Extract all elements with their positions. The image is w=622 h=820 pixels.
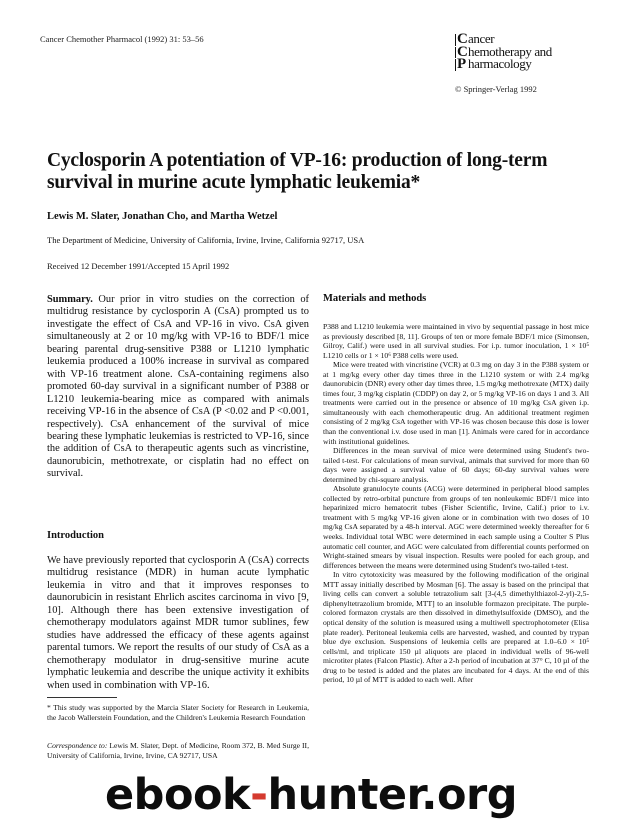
copyright-notice: © Springer-Verlag 1992 — [455, 84, 537, 94]
footnote-rule — [47, 697, 117, 698]
correspondence-label: Correspondence to: — [47, 741, 108, 750]
journal-logo — [455, 33, 595, 71]
author-list: Lewis M. Slater, Jonathan Cho, and Martha Wetzel — [47, 211, 278, 222]
received-dates: Received 12 December 1991/Accepted 15 April 1992 — [47, 261, 230, 271]
correspondence-text: Lewis M. Slater, Dept. of Medicine, Room 372, B. Med Surge II, University of California, Irvine, Irvine, CA 92717, USA — [47, 741, 309, 760]
summary-paragraph — [47, 294, 309, 481]
affiliation: The Department of Medicine, University of California, Irvine, Irvine, California 92717, USA — [47, 235, 365, 245]
methods-paragraph: Differences in the mean survival of mice were determined using Student's two-tailed t-test. For calculations of mean survival, animals that survived for more than 60 days were assigned a survival value of 60 days; 60-day survival values were determined by chi-square analysis. — [323, 446, 589, 484]
methods-heading: Materials and methods — [323, 293, 427, 304]
methods-body — [323, 322, 589, 685]
logo-line-chemotherapy: Chemotherapy and — [457, 43, 552, 60]
summary-text: Our prior in vitro studies on the correction of multidrug resistance by cyclosporin A (CsA) prompted us to investigate the effect of CsA and VP-16 in vivo. CsA given simultaneously at 2 or 10 mg/kg with VP-16 to BDF/1 mice bearing parental drug-sensitive P388 or L1210 lymphatic leukemia produced a 100% increase in survival as compared with VP-16 treatment alone. CsA-containing regimens also promoted 60-day survival in a significant number of P388 or L1210 leukemia-bearing mice as compared with animals receiving VP-16 in the absence of CsA (P <0.02 and P <0.001, respectively). CsA enhancement of the survival of mice bearing these lymphatic leukemias is restricted to VP-16, since the addition of CsA to therapeutic agents such as vincristine, daunorubicin, methotrexate, or cisplatin had no effect on survival. — [47, 294, 309, 480]
support-footnote: * This study was supported by the Marcia Slater Society for Research in Leukemia, the Jacob Wallerstein Foundation, and the Children's Leukemia Research Foundation — [47, 703, 309, 722]
introduction-paragraph: We have previously reported that cyclosporin A (CsA) corrects multidrug resistance (MDR) in human acute lymphatic leukemia in vitro and that it improves responses to daunorubicin in resistant Ehrlich ascites carcinoma in vivo [9, 10]. Although there has been extensive investigation of chemotherapy modulators against MDR tumor sublines, few studies have addressed the efficacy of these agents against parental tumors. We report the results of our study of CsA as a chemotherapy modulator in drug-sensitive murine acute lymphatic leukemia and describe the unique activity it exhibits when used in combination with VP-16. — [47, 555, 309, 691]
methods-paragraph: In vitro cytotoxicity was measured by the following modification of the original MTT assay initially described by Mosman [6]. The assay is based on the principal that living cells can convert a soluble tetrazolium salt [3-(4,5 dimethylthiazol-2-yl)-2,5-diphenyltetrazolium bromide, MTT] to an insoluble formazon precipitate. The purple-colored formazon crystals are then dissolved in dimethylsulfoxide (DMSO), and the optical density of the solution is measured using a multiwell spectrophotometer (Elisa plate reader). Peritoneal leukemia cells are harvested, washed, and counted by trypan blue dye exclusion. Suspensions of leukemia cells are prepared at 1.0–6.0 × 10⁵ cells/ml, and triplicate 150 µl aliquots are placed in individual wells of 96-well microtiter plates (Falcon Plastic). After a 2-h period of incubation at 37° C, 10 µl of the drug to be tested is added and the plates are incubated for 4 days. At the end of this period, 10 µl of MTT is added to each well. After — [323, 570, 589, 685]
watermark: ebook-hunter.org — [105, 770, 517, 820]
methods-paragraph: Mice were treated with vincristine (VCR) at 0.3 mg on day 3 in the P388 system or at 1 mg/kg every other day times three in the L1210 system or with 2.4 mg/kg daunorubicin (DNR) every other day times three, 1.5 mg/kg methotrexate (MTX) daily times four, 3 mg/kg cisplatin (CDDP) on day 2, or 5 mg/kg VP-16 on days 1 and 3. All treatments were carried out in the presence or absence of 10 mg/kg CsA given i.p. simultaneously with each chemotherapeutic drug. An additional treatment regimen consisting of 2 mg/kg CsA together with VP-16 was chosen because this dose is lower than the conventional i.v. dose used in man [1]. Animals were cared for in accordance with institutional guidelines. — [323, 360, 589, 446]
running-head: Cancer Chemother Pharmacol (1992) 31: 53–56 — [40, 34, 204, 44]
article-title: Cyclosporin A potentiation of VP-16: production of long-term survival in murine acute lymphatic leukemia* — [47, 150, 548, 193]
summary-label: Summary. — [47, 294, 93, 305]
methods-paragraph: Absolute granulocyte counts (ACG) were determined in peripheral blood samples collected by retro-orbital puncture from groups of ten nonleukemic BDF/1 mice into heparinized micro hematocrit tubes (Fisher Scientific, Irvine, Calif.) prior to i.v. treatment with 5 mg/kg VP-16 given alone or in combination with two doses of 10 mg/kg CsA separated by a 48-h interval. AGC were determined weekly thereafter for 6 weeks. Individual total WBC were determined in each sample using a Coulter S Plus automatic cell counter, and AGC were calculated from differential counts performed on Wright-stained smears by visual inspection. Results were pooled for each group, and differences between the means were determined using Student's two-tailed t-test. — [323, 484, 589, 570]
methods-paragraph: P388 and L1210 leukemia were maintained in vivo by sequential passage in host mice as previously described [8, 11]. Groups of ten or more female BDF/1 mice (Simonsen, Gilroy, Calif.) were used in all survival studies. For i.p. tumor inoculation, 1 × 10⁵ L1210 cells or 1 × 10⁶ P388 cells were used. — [323, 322, 589, 360]
correspondence-footnote — [47, 741, 309, 760]
logo-line-cancer: Cancer — [457, 31, 495, 47]
logo-line-pharmacology: P harmacology — [457, 56, 532, 72]
introduction-heading: Introduction — [47, 530, 104, 541]
